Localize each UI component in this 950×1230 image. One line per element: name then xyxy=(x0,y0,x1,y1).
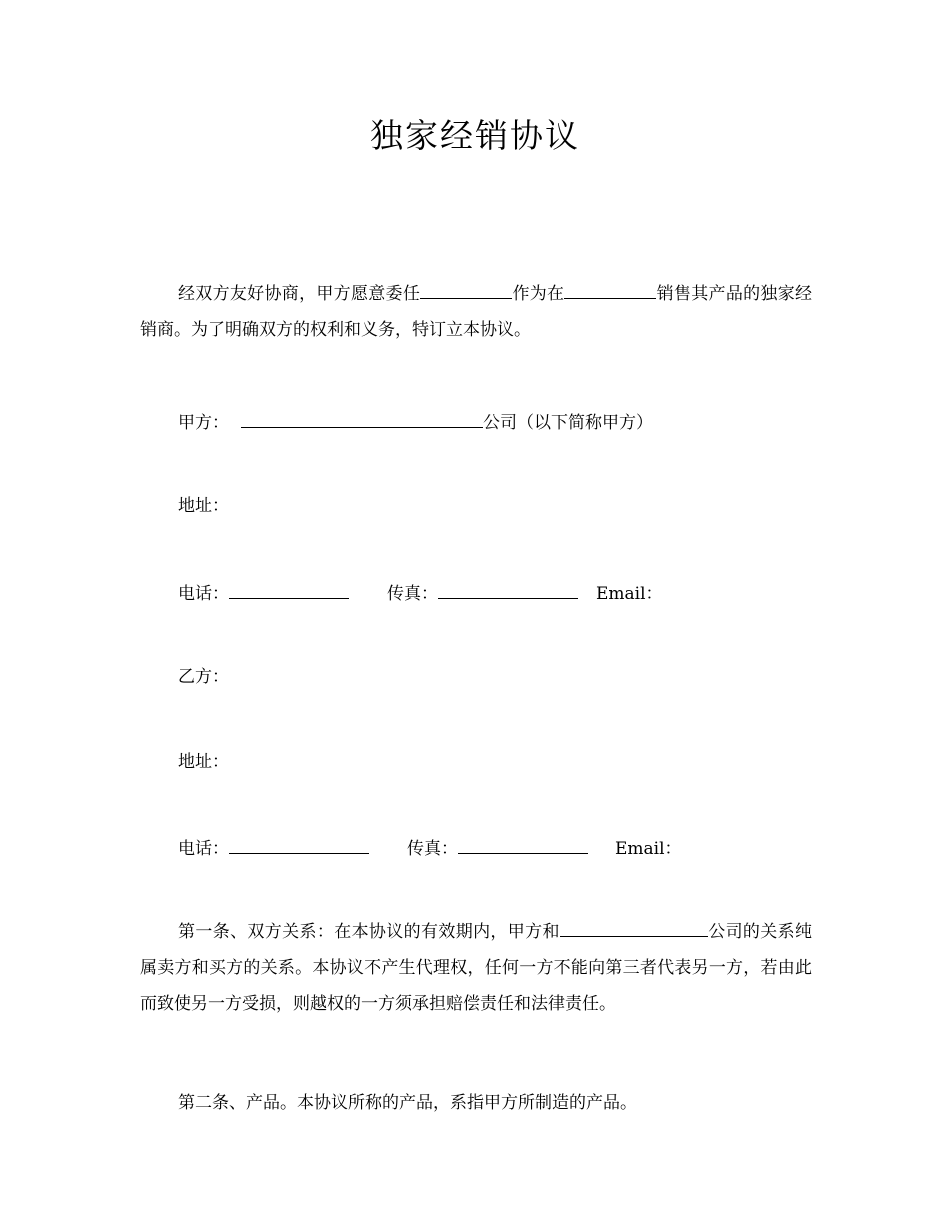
party-a-phone-label: 电话： xyxy=(178,584,229,604)
distributor-blank[interactable] xyxy=(420,280,512,299)
party-b-phone-blank[interactable] xyxy=(229,835,369,854)
party-a-fax-blank[interactable] xyxy=(438,580,578,599)
article-1-text-1: 第一条、双方关系：在本协议的有效期内，甲方和 xyxy=(178,922,560,942)
intro-text-3: 销售其产品的独家经销商。为了明确双方的权利和义务，特订立本协议。 xyxy=(140,284,813,340)
party-a-address-line xyxy=(178,494,229,518)
party-a-fax-label: 传真： xyxy=(387,584,438,604)
party-a-phone-blank[interactable] xyxy=(229,580,349,599)
article-1-paragraph xyxy=(140,914,812,1022)
territory-blank[interactable] xyxy=(564,280,656,299)
buyer-company-blank[interactable] xyxy=(560,918,708,937)
party-b-phone-label: 电话： xyxy=(178,839,229,859)
party-a-suffix: 公司（以下简称甲方） xyxy=(483,413,653,433)
party-a-address-label: 地址： xyxy=(178,496,229,516)
party-b-address-label: 地址： xyxy=(178,752,229,772)
party-b-fax-blank[interactable] xyxy=(458,835,588,854)
party-a-name-blank[interactable] xyxy=(241,409,483,428)
party-b-address-line xyxy=(178,750,229,774)
party-a-email-label: Email： xyxy=(596,584,663,604)
article-1-text-2: 公司的关系纯属卖方和买方的关系。本协议不产生代理权，任何一方不能向第三者代表另一方，若由此而致使另一方受损，则越权的一方须承担赔偿责任和法律责任。 xyxy=(140,922,813,1014)
intro-text-2: 作为在 xyxy=(512,284,565,304)
party-a-line xyxy=(178,409,653,435)
article-2-paragraph xyxy=(140,1085,812,1121)
party-b-email-label: Email： xyxy=(615,839,682,859)
page-title: 独家经销协议 xyxy=(370,116,580,155)
intro-text-1: 经双方友好协商，甲方愿意委任 xyxy=(178,284,421,304)
intro-paragraph xyxy=(140,276,812,348)
party-a-label: 甲方： xyxy=(178,413,229,433)
party-a-contact-line xyxy=(178,580,663,606)
party-b-line xyxy=(178,665,229,689)
party-b-label: 乙方： xyxy=(178,667,229,687)
party-b-contact-line xyxy=(178,835,682,861)
party-b-fax-label: 传真： xyxy=(407,839,458,859)
article-2-text: 第二条、产品。本协议所称的产品，系指甲方所制造的产品。 xyxy=(178,1093,637,1113)
